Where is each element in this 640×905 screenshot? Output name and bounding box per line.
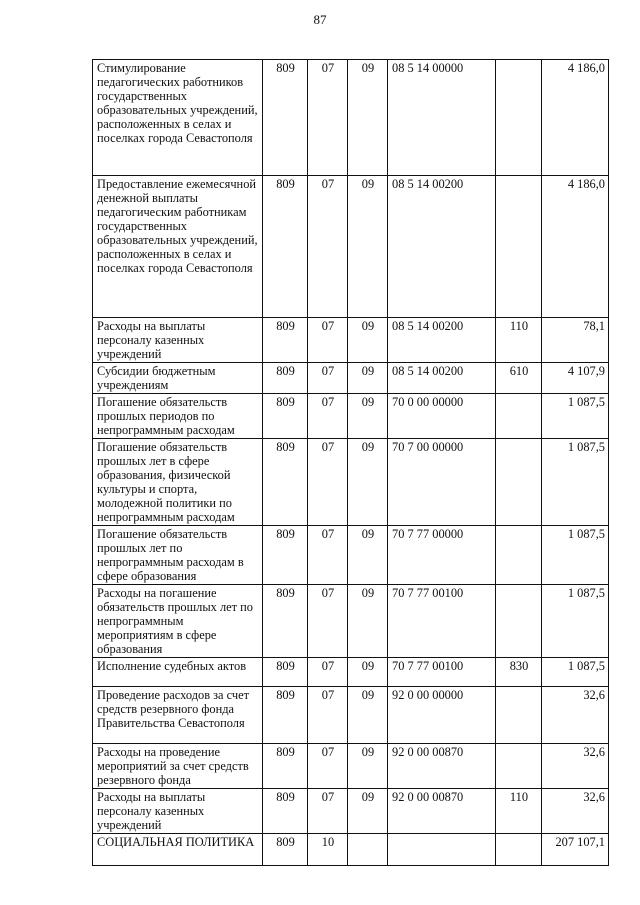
row-grbs: 809 [263,789,308,834]
row-amount: 1 087,5 [542,585,609,658]
row-amount: 32,6 [542,687,609,744]
row-target-article: 70 0 00 00000 [388,394,496,439]
table-row [93,687,609,744]
row-expense-type [496,744,542,789]
table-row [93,744,609,789]
row-expense-type [496,687,542,744]
row-subsection: 09 [348,60,388,176]
row-expense-type [496,176,542,318]
row-name: Стимулирование педагогических работников государственных образовательных учреждений, расположенных в селах и поселках города Севастополя [93,60,263,176]
row-amount: 32,6 [542,789,609,834]
row-name: Расходы на выплаты персоналу казенных учреждений [93,318,263,363]
row-expense-type [496,834,542,866]
row-name: Расходы на выплаты персоналу казенных учреждений [93,789,263,834]
table-row [93,789,609,834]
table-row [93,439,609,526]
table-row [93,658,609,687]
row-section: 07 [308,744,348,789]
row-expense-type: 110 [496,318,542,363]
row-target-article: 70 7 77 00100 [388,585,496,658]
row-section: 07 [308,363,348,394]
row-grbs: 809 [263,658,308,687]
row-target-article: 70 7 00 00000 [388,439,496,526]
row-expense-type [496,585,542,658]
table-row [93,834,609,866]
row-amount: 4 186,0 [542,60,609,176]
row-grbs: 809 [263,834,308,866]
row-expense-type: 110 [496,789,542,834]
row-name: Исполнение судебных актов [93,658,263,687]
row-section: 07 [308,318,348,363]
row-section: 07 [308,658,348,687]
row-subsection: 09 [348,176,388,318]
table-row [93,60,609,176]
row-section: 07 [308,687,348,744]
row-amount: 1 087,5 [542,439,609,526]
row-name: Предоставление ежемесячной денежной выплаты педагогическим работникам государственных образовательных учреждений, расположенных в селах и поселках города Севастополя [93,176,263,318]
row-section: 07 [308,60,348,176]
row-target-article: 92 0 00 00000 [388,687,496,744]
row-name: Субсидии бюджетным учреждениям [93,363,263,394]
row-section: 07 [308,439,348,526]
row-grbs: 809 [263,318,308,363]
row-expense-type [496,526,542,585]
row-amount: 32,6 [542,744,609,789]
row-amount: 1 087,5 [542,394,609,439]
row-grbs: 809 [263,363,308,394]
row-subsection: 09 [348,439,388,526]
row-name: Проведение расходов за счет средств резервного фонда Правительства Севастополя [93,687,263,744]
row-subsection: 09 [348,363,388,394]
row-expense-type: 610 [496,363,542,394]
row-grbs: 809 [263,744,308,789]
row-amount: 78,1 [542,318,609,363]
row-section: 07 [308,526,348,585]
row-amount: 4 107,9 [542,363,609,394]
row-grbs: 809 [263,439,308,526]
row-name: Расходы на проведение мероприятий за счет средств резервного фонда [93,744,263,789]
table-row [93,318,609,363]
row-target-article: 08 5 14 00000 [388,60,496,176]
row-amount: 4 186,0 [542,176,609,318]
row-grbs: 809 [263,687,308,744]
table-row [93,526,609,585]
table-row [93,585,609,658]
row-section: 07 [308,176,348,318]
page-number: 87 [313,12,327,27]
row-expense-type [496,394,542,439]
row-target-article: 70 7 77 00000 [388,526,496,585]
row-name: Расходы на погашение обязательств прошлых лет по непрограммным мероприятиям в сфере образования [93,585,263,658]
row-subsection: 09 [348,658,388,687]
row-subsection: 09 [348,789,388,834]
row-target-article: 70 7 77 00100 [388,658,496,687]
row-subsection: 09 [348,394,388,439]
row-target-article: 08 5 14 00200 [388,363,496,394]
row-subsection: 09 [348,318,388,363]
row-subsection: 09 [348,687,388,744]
row-expense-type: 830 [496,658,542,687]
budget-table [92,59,609,866]
row-target-article: 92 0 00 00870 [388,744,496,789]
row-grbs: 809 [263,526,308,585]
row-name: Погашение обязательств прошлых периодов по непрограммным расходам [93,394,263,439]
row-amount: 1 087,5 [542,526,609,585]
row-section: 07 [308,789,348,834]
row-section: 07 [308,585,348,658]
row-name: Погашение обязательств прошлых лет по непрограммным расходам в сфере образования [93,526,263,585]
row-target-article: 92 0 00 00870 [388,789,496,834]
row-section: 07 [308,394,348,439]
row-subsection: 09 [348,585,388,658]
row-expense-type [496,439,542,526]
row-grbs: 809 [263,176,308,318]
row-subsection: 09 [348,526,388,585]
row-name: Погашение обязательств прошлых лет в сфере образования, физической культуры и спорта, молодежной политики по непрограммным расходам [93,439,263,526]
row-expense-type [496,60,542,176]
row-grbs: 809 [263,585,308,658]
budget-table-body [93,60,609,866]
table-row [93,363,609,394]
row-amount: 1 087,5 [542,658,609,687]
table-row [93,394,609,439]
table-row [93,176,609,318]
row-subsection: 09 [348,744,388,789]
row-grbs: 809 [263,60,308,176]
row-target-article: 08 5 14 00200 [388,318,496,363]
row-name: СОЦИАЛЬНАЯ ПОЛИТИКА [93,834,263,866]
row-grbs: 809 [263,394,308,439]
row-subsection [348,834,388,866]
row-target-article [388,834,496,866]
row-target-article: 08 5 14 00200 [388,176,496,318]
row-amount: 207 107,1 [542,834,609,866]
row-section: 10 [308,834,348,866]
